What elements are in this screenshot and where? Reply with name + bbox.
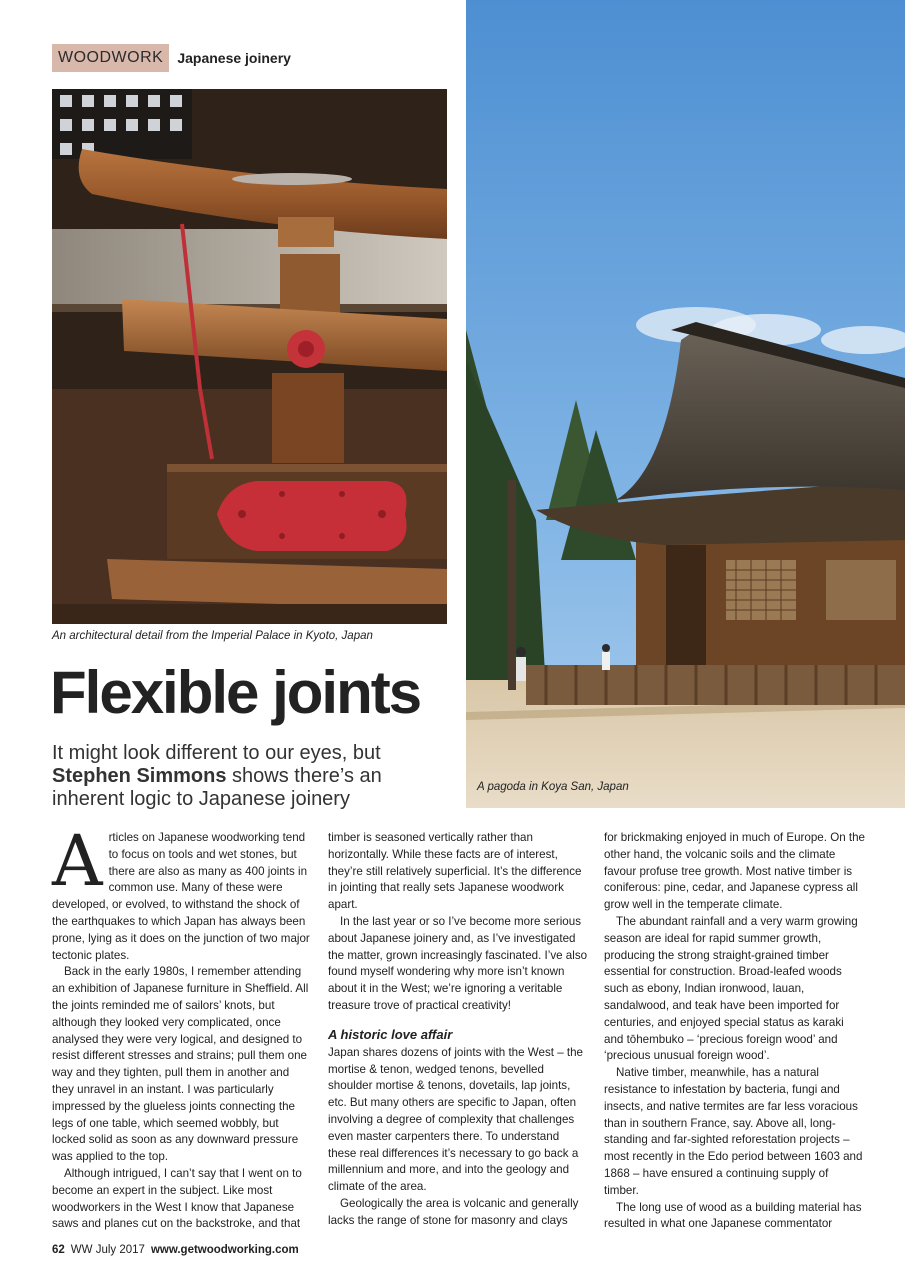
page-footer [52,1244,299,1256]
paragraph: Articles on Japanese woodworking tend to focus on tools and wet stones, but there are also as many as 400 joints in common use. Many of these were developed, or evolved, to withstand the shock of the earthquakes to which Japan has always been prone, lying as it does on the junction of two major tectonic plates. [52,820,310,962]
section-label: WOODWORK [52,44,169,72]
paragraph: In the last year or so I’ve become more serious about Japanese joinery and, as I’ve investigated the matter, grown increasingly fascinated. I’ve also found myself wondering why more isn’t known about it in the West; we’re ignoring a veritable treasure trove of practical creativity! [328,914,588,1012]
article-title: Flexible joints [50,659,421,726]
paragraph: The abundant rainfall and a very warm growing season are ideal for rapid summer growth, producing the strong straight-grained timber essential for construction. Broad-leafed woods such as ebony, Indian ironwood, lauan, sandalwood, and teak have been imported for centuries, and enjoyed special status as karaki and tōhembuko – ‘precious foreign wood’ and ‘precious unusual foreign wood’. [604,914,858,1063]
joinery-detail-photo [52,89,447,624]
pagoda-photo [466,0,905,808]
paragraph: Geologically the area is volcanic and generally lacks the range of stone for masonry and clays [328,1196,579,1227]
paragraph: Native timber, meanwhile, has a natural resistance to infestation by bacteria, fungi and insects, and native termites are far less voracious than in southern France, say. Above all, long-standing and far-sighted reforestation projects – most recently in the Edo period between 1603 and 1868 – have ensured a continuing supply of timber. [604,1066,863,1197]
paragraph: timber is seasoned vertically rather than horizontally. While these facts are of interest, they’re still relatively superficial. It’s the difference in jointing that really sets Japanese woodwork apart. [328,831,582,912]
body-column-2 [328,830,590,1230]
paragraph: Although intrigued, I can’t say that I went on to become an expert in the subject. Like most woodworkers in the West I know that Japanese saws and planes cut on the backstroke, and that [52,1166,302,1231]
article-standfirst: It might look different to our eyes, but Stephen Simmons shows there’s an inherent logic to Japanese joinery [52,742,382,810]
body-column-3 [604,830,866,1233]
subheading: A historic love affair [328,1026,453,1042]
section-tag [52,44,291,72]
paragraph: Back in the early 1980s, I remember attending an exhibition of Japanese furniture in Sheffield. All the joints reminded me of sailors’ knots, but although they looked very complicated, once analysed they were very logical, and designed to resist different stresses and strains; pull them one way and they tighten, pull them in another and they unravel in an instant. I was particularly impressed by the glueless joints connecting the legs of one table, which seemed wobbly, but locked solid as soon as any downward pressure was applied to the top. [52,965,309,1164]
body-column-1 [52,820,314,1233]
page-number: 62 [52,1244,65,1256]
issue-info: WW July 2017 [70,1244,145,1256]
website-link[interactable]: www.getwoodworking.com [150,1244,299,1256]
paragraph: The long use of wood as a building material has resulted in what one Japanese commentator [604,1200,862,1231]
paragraph: for brickmaking enjoyed in much of Europe. On the other hand, the volcanic soils and the climate favour profuse tree growth. Most native timber is coniferous: pine, cedar, and Japanese cypress all grow well in the temperate climate. [604,831,865,912]
paragraph: Japan shares dozens of joints with the West – the mortise & tenon, wedged tenons, bevelled shoulder mortise & tenons, dovetails, lap joints, etc. But many others are specific to Japan, often involving a degree of complexity that challenges even master carpenters there. To understand these real differences it’s necessary to go back a millennium and more, and into the geology and climate of the area. [328,1045,583,1194]
author-name: Stephen Simmons [52,765,227,787]
left-photo-caption: An architectural detail from the Imperial Palace in Kyoto, Japan [52,630,373,642]
section-topic: Japanese joinery [177,50,291,66]
drop-cap: A [52,820,103,902]
right-photo-caption: A pagoda in Koya San, Japan [477,781,629,793]
